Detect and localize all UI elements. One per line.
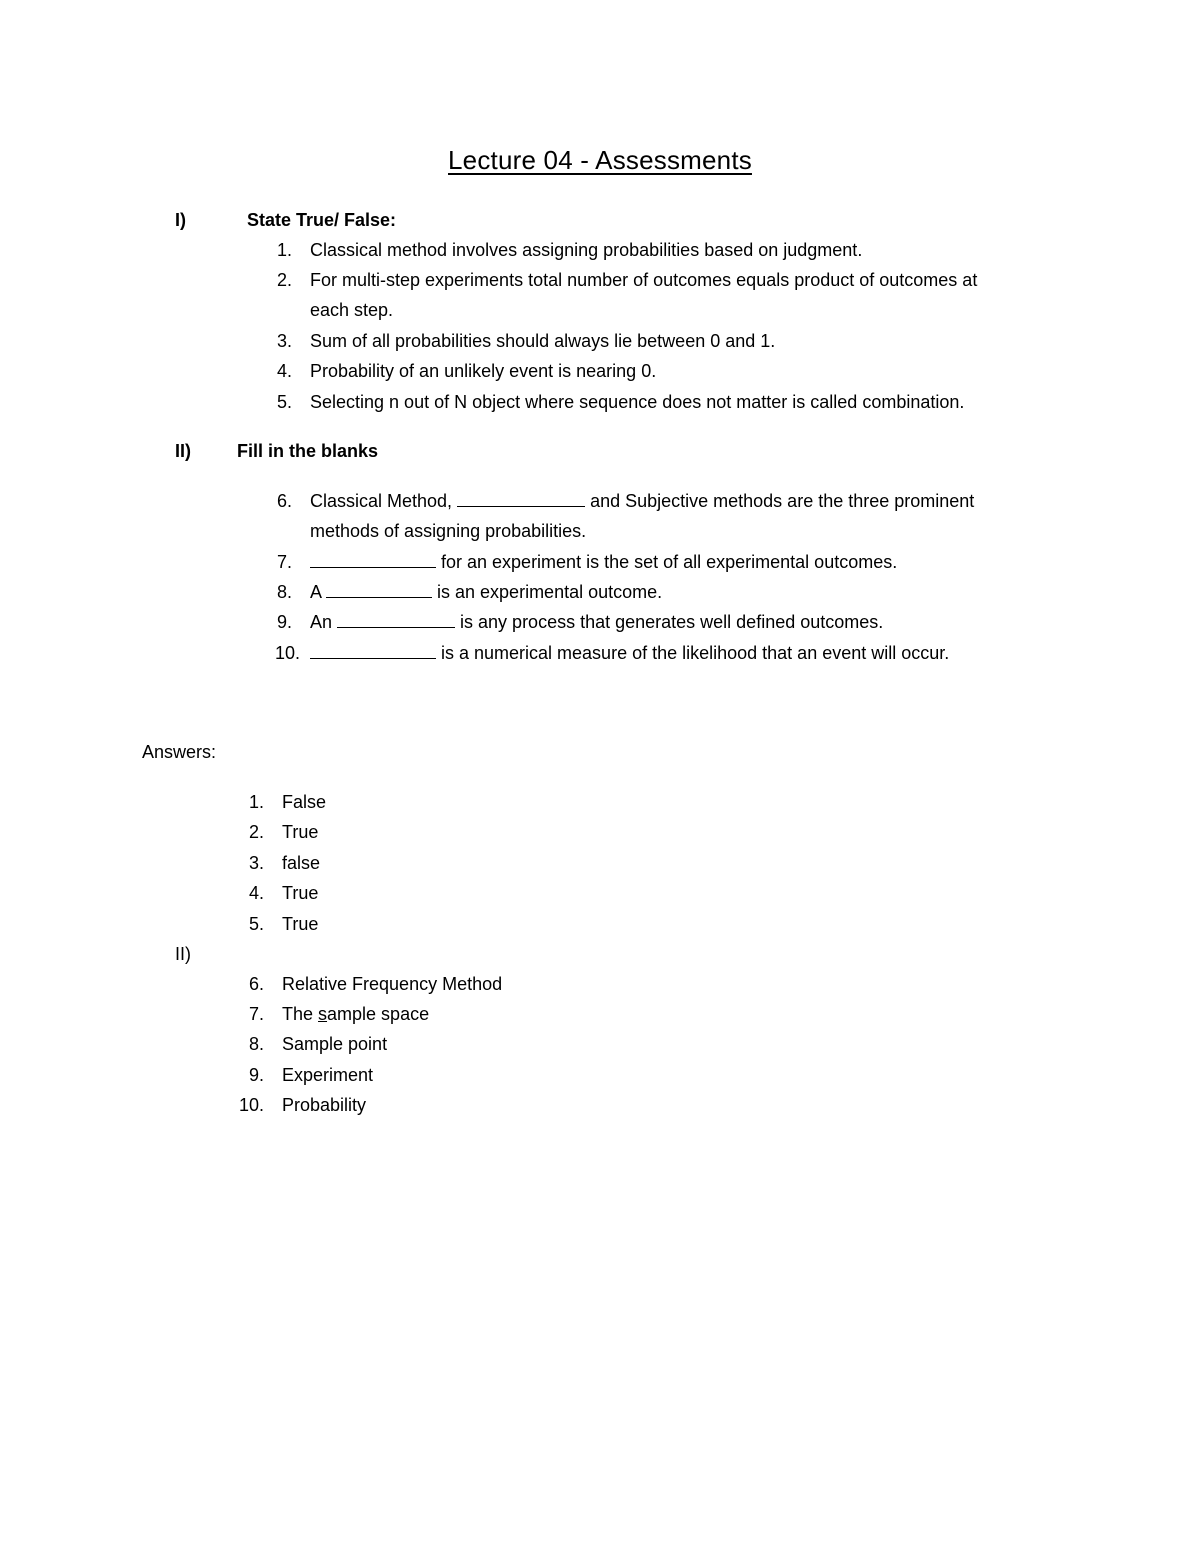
blank-item-10-after: is a numerical measure of the likelihood that an event will occur. bbox=[436, 643, 950, 663]
blank-item-9-text bbox=[310, 611, 883, 633]
blank-item-7-text bbox=[310, 551, 897, 573]
tf-item-1-number: 1. bbox=[276, 240, 292, 260]
section-1-marker: I) bbox=[175, 210, 186, 230]
answer-9-text: Experiment bbox=[282, 1065, 374, 1085]
blank-item-6-text bbox=[310, 490, 974, 512]
answer-5-number: 5. bbox=[248, 914, 264, 934]
blank-item-6-after: and Subjective methods are the three prominent bbox=[585, 491, 975, 511]
tf-item-4-number: 4. bbox=[276, 361, 292, 381]
answer-4-number: 4. bbox=[248, 883, 264, 903]
blank-item-8-after: is an experimental outcome. bbox=[432, 582, 663, 602]
blank-line bbox=[457, 490, 585, 507]
answer-9-number: 9. bbox=[248, 1065, 264, 1085]
section-2-marker: II) bbox=[175, 441, 191, 461]
answer-1-text: False bbox=[282, 792, 327, 812]
blank-item-9-after: is any process that generates well defined outcomes. bbox=[455, 612, 884, 632]
tf-item-2-text: For multi-step experiments total number of outcomes equals product of outcomes at bbox=[310, 270, 978, 290]
blank-item-10-text bbox=[310, 642, 949, 664]
blank-item-8-number: 8. bbox=[276, 582, 292, 602]
answer-7-text-pre: The bbox=[282, 1004, 319, 1024]
blank-line bbox=[310, 551, 436, 568]
answer-5-text: True bbox=[282, 914, 319, 934]
blank-item-8-text bbox=[310, 581, 662, 603]
answer-3-number: 3. bbox=[248, 853, 264, 873]
answer-8-number: 8. bbox=[248, 1034, 264, 1054]
answer-8-text: Sample point bbox=[282, 1034, 388, 1054]
answers-part-2-marker: II) bbox=[175, 944, 191, 964]
tf-item-2-continuation: each step. bbox=[310, 300, 394, 320]
answer-10-text: Probability bbox=[282, 1095, 367, 1115]
blank-line bbox=[310, 642, 436, 659]
tf-item-3-text: Sum of all probabilities should always lie between 0 and 1. bbox=[310, 331, 776, 351]
tf-item-5-number: 5. bbox=[276, 392, 292, 412]
answer-7-number: 7. bbox=[248, 1004, 264, 1024]
tf-item-5-text: Selecting n out of N object where sequence does not matter is called combination. bbox=[310, 392, 965, 412]
answer-10-number: 10. bbox=[238, 1095, 264, 1115]
blank-item-6-continuation: methods of assigning probabilities. bbox=[310, 521, 587, 541]
answer-7-text-underlined: s bbox=[318, 1004, 328, 1024]
answer-2-number: 2. bbox=[248, 822, 264, 842]
page-title: Lecture 04 - Assessments bbox=[448, 145, 752, 175]
answer-1-number: 1. bbox=[248, 792, 264, 812]
blank-item-7-number: 7. bbox=[276, 552, 292, 572]
blank-item-8-before: A bbox=[310, 582, 327, 602]
answer-7-text bbox=[282, 1003, 429, 1025]
section-1-heading: State True/ False: bbox=[247, 210, 397, 230]
answers-heading: Answers: bbox=[142, 742, 217, 762]
blank-item-10-number: 10. bbox=[274, 643, 300, 663]
answer-6-text: Relative Frequency Method bbox=[282, 974, 503, 994]
blank-item-9-number: 9. bbox=[276, 612, 292, 632]
blank-item-6-number: 6. bbox=[276, 491, 292, 511]
tf-item-4-text: Probability of an unlikely event is nearing 0. bbox=[310, 361, 657, 381]
tf-item-1-text: Classical method involves assigning probabilities based on judgment. bbox=[310, 240, 863, 260]
tf-item-2-number: 2. bbox=[276, 270, 292, 290]
blank-line bbox=[337, 611, 455, 628]
blank-item-7-after: for an experiment is the set of all experimental outcomes. bbox=[436, 552, 898, 572]
blank-item-9-before: An bbox=[310, 612, 338, 632]
answer-3-text: false bbox=[282, 853, 321, 873]
section-2-heading: Fill in the blanks bbox=[237, 441, 379, 461]
tf-item-3-number: 3. bbox=[276, 331, 292, 351]
answer-6-number: 6. bbox=[248, 974, 264, 994]
answer-7-text-post: ample space bbox=[327, 1004, 430, 1024]
answer-2-text: True bbox=[282, 822, 319, 842]
blank-line bbox=[326, 581, 432, 598]
answer-4-text: True bbox=[282, 883, 319, 903]
blank-item-6-before: Classical Method, bbox=[310, 491, 458, 511]
